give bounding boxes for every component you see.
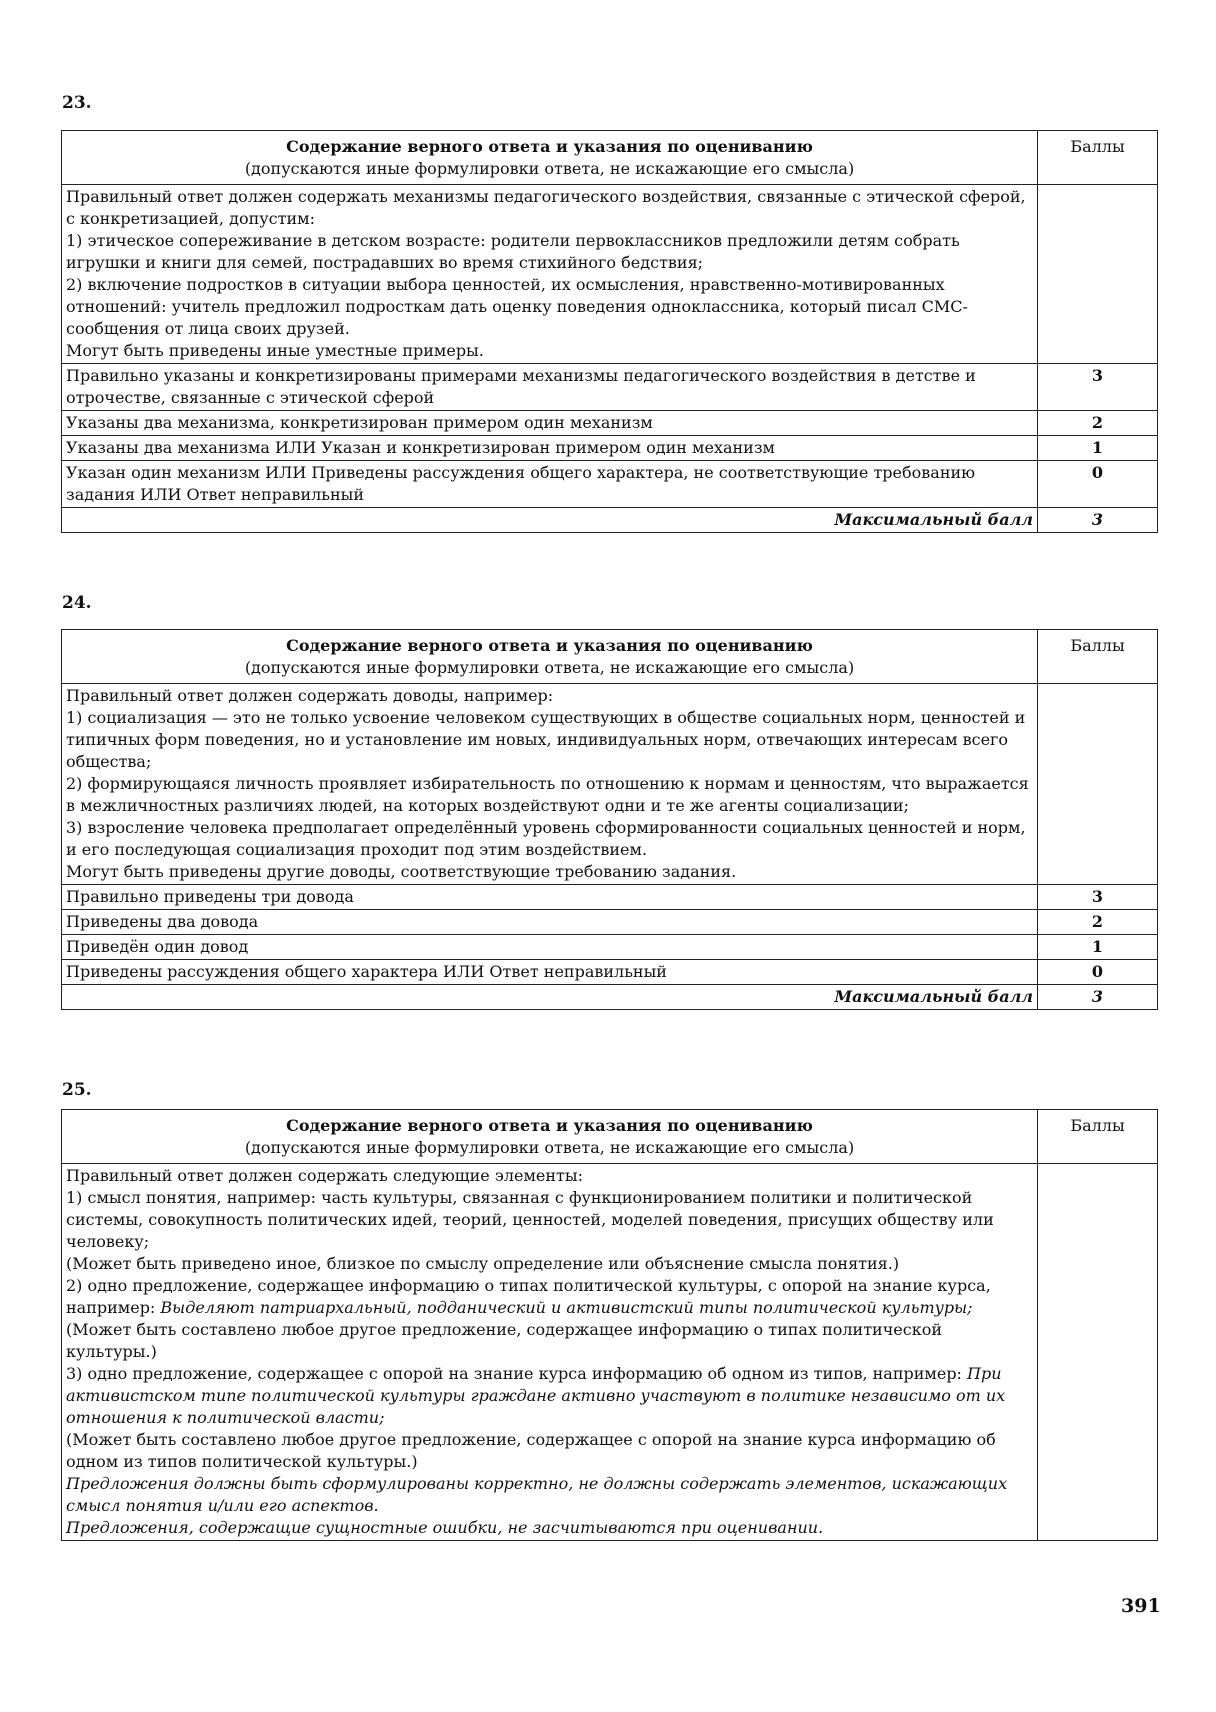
criterion-row: [62, 436, 1158, 461]
criterion-row: [62, 910, 1158, 935]
answer-intro: Правильный ответ должен содержать следующие элементы:: [66, 1166, 584, 1185]
answer-element-2: [66, 1275, 1033, 1319]
criterion-points: 2: [1038, 910, 1158, 935]
header-content: [62, 630, 1038, 684]
max-score-value: 3: [1038, 508, 1158, 533]
table-header: [62, 1110, 1158, 1164]
table-header: [62, 630, 1158, 684]
task-25-table: [61, 1109, 1158, 1541]
criterion-text: Правильно приведены три довода: [62, 885, 1038, 910]
max-score-row: [62, 985, 1158, 1010]
criterion-row: [62, 411, 1158, 436]
answer-line: Могут быть приведены иные уместные примеры.: [66, 341, 484, 360]
header-title: Содержание верного ответа и указания по оцениванию: [286, 137, 813, 156]
answer-cell: [62, 1164, 1038, 1541]
task-23-number: 23.: [62, 93, 92, 113]
header-subtitle: (допускаются иные формулировки ответа, не искажающие его смысла): [244, 1138, 855, 1157]
task-25-number: 25.: [62, 1080, 92, 1100]
answer-points-cell: [1038, 684, 1158, 885]
criterion-row: [62, 461, 1158, 508]
header-points: Баллы: [1038, 131, 1158, 185]
criterion-text: Приведены рассуждения общего характера ИЛИ Ответ неправильный: [62, 960, 1038, 985]
header-title: Содержание верного ответа и указания по оцениванию: [286, 1116, 813, 1135]
max-score-label: Максимальный балл: [62, 508, 1038, 533]
answer-line: Правильный ответ должен содержать доводы, например:: [66, 686, 554, 705]
answer-element-1-note: (Может быть приведено иное, близкое по смыслу определение или объяснение смысла понятия.): [66, 1254, 900, 1273]
criterion-row: [62, 885, 1158, 910]
header-points: Баллы: [1038, 630, 1158, 684]
answer-line: 1) этическое сопереживание в детском возрасте: родители первоклассников предложили детям собрать игрушки и книги для семей, пострадавших во время стихийного бедствия;: [66, 231, 960, 272]
header-content: [62, 131, 1038, 185]
header-title: Содержание верного ответа и указания по оцениванию: [286, 636, 813, 655]
criterion-text: Указан один механизм ИЛИ Приведены рассуждения общего характера, не соответствующие требованию задания ИЛИ Ответ неправильный: [62, 461, 1038, 508]
answer-points-cell: [1038, 1164, 1158, 1541]
criterion-points: 2: [1038, 411, 1158, 436]
criterion-points: 3: [1038, 885, 1158, 910]
answer-row: [62, 1164, 1158, 1541]
answer-cell: [62, 684, 1038, 885]
rule-correctness: Предложения должны быть сформулированы корректно, не должны содержать элементов, искажающих смысл понятия и/или его аспектов.: [66, 1474, 1008, 1515]
header-content: [62, 1110, 1038, 1164]
criterion-points: 3: [1038, 364, 1158, 411]
answer-line: 1) социализация — это не только усвоение человеком существующих в обществе социальных норм, ценностей и типичных форм поведения, но и установление им новых, индивидуальных норм, отвечающих интересам всего общества;: [66, 708, 1026, 771]
answer-element-2-note: (Может быть составлено любое другое предложение, содержащее информацию о типах политической культуры.): [66, 1320, 943, 1361]
answer-element-1: 1) смысл понятия, например: часть культуры, связанная с функционированием политики и политической системы, совокупность политических идей, теорий, ценностей, моделей поведения, присущих обществу или человеку;: [66, 1188, 994, 1251]
max-score-label: Максимальный балл: [62, 985, 1038, 1010]
answer-points-cell: [1038, 185, 1158, 364]
header-subtitle: (допускаются иные формулировки ответа, не искажающие его смысла): [244, 159, 855, 178]
task-23-table: [61, 130, 1158, 533]
criterion-row: [62, 364, 1158, 411]
task-24-table: [61, 629, 1158, 1010]
table-header: [62, 131, 1158, 185]
answer-element-3-note: (Может быть составлено любое другое предложение, содержащее с опорой на знание курса информацию об одном из типов политической культуры.): [66, 1430, 996, 1471]
task-24-number: 24.: [62, 593, 92, 613]
answer-element-3: [66, 1363, 1033, 1429]
answer-element-3-example: При активистском типе политической культуры граждане активно участвуют в политике независимо от их отношения к политической власти;: [66, 1364, 1006, 1427]
max-score-row: [62, 508, 1158, 533]
page-number: 391: [1121, 1595, 1161, 1617]
answer-element-3-lead: 3) одно предложение, содержащее с опорой на знание курса информацию об одном из типов, например:: [66, 1364, 968, 1383]
criterion-row: [62, 960, 1158, 985]
answer-line: Правильный ответ должен содержать механизмы педагогического воздействия, связанные с этической сферой, с конкретизацией, допустим:: [66, 187, 1026, 228]
answer-element-2-example: Выделяют патриархальный, подданический и активистский типы политической культуры;: [160, 1298, 973, 1317]
max-score-value: 3: [1038, 985, 1158, 1010]
criterion-points: 1: [1038, 935, 1158, 960]
answer-row: [62, 185, 1158, 364]
criterion-points: 0: [1038, 960, 1158, 985]
rule-errors: Предложения, содержащие сущностные ошибки, не засчитываются при оценивании.: [66, 1518, 824, 1537]
answer-line: 3) взросление человека предполагает определённый уровень сформированности социальных ценностей и норм, и его последующая социализация проходит под этим воздействием.: [66, 818, 1026, 859]
criterion-text: Указаны два механизма, конкретизирован примером один механизм: [62, 411, 1038, 436]
criterion-points: 0: [1038, 461, 1158, 508]
criterion-row: [62, 935, 1158, 960]
header-subtitle: (допускаются иные формулировки ответа, не искажающие его смысла): [244, 658, 855, 677]
criterion-text: Указаны два механизма ИЛИ Указан и конкретизирован примером один механизм: [62, 436, 1038, 461]
answer-cell: [62, 185, 1038, 364]
answer-row: [62, 684, 1158, 885]
answer-line: Могут быть приведены другие доводы, соответствующие требованию задания.: [66, 862, 737, 881]
answer-line: 2) включение подростков в ситуации выбора ценностей, их осмысления, нравственно-мотивированных отношений: учитель предложил подросткам дать оценку поведения одноклассника, который писал СМС-сообщения от лица своих друзей.: [66, 275, 968, 338]
answer-line: 2) формирующаяся личность проявляет избирательность по отношению к нормам и ценностям, что выражается в межличностных различиях людей, на которых воздействуют одни и те же агенты социализации;: [66, 774, 1029, 815]
criterion-text: Приведён один довод: [62, 935, 1038, 960]
criterion-points: 1: [1038, 436, 1158, 461]
header-points: Баллы: [1038, 1110, 1158, 1164]
answer-element-2-lead: 2) одно предложение, содержащее информацию о типах политической культуры, с опорой на знание курса, например:: [66, 1276, 991, 1317]
criterion-text: Правильно указаны и конкретизированы примерами механизмы педагогического воздействия в детстве и отрочестве, связанные с этической сферой: [62, 364, 1038, 411]
criterion-text: Приведены два довода: [62, 910, 1038, 935]
